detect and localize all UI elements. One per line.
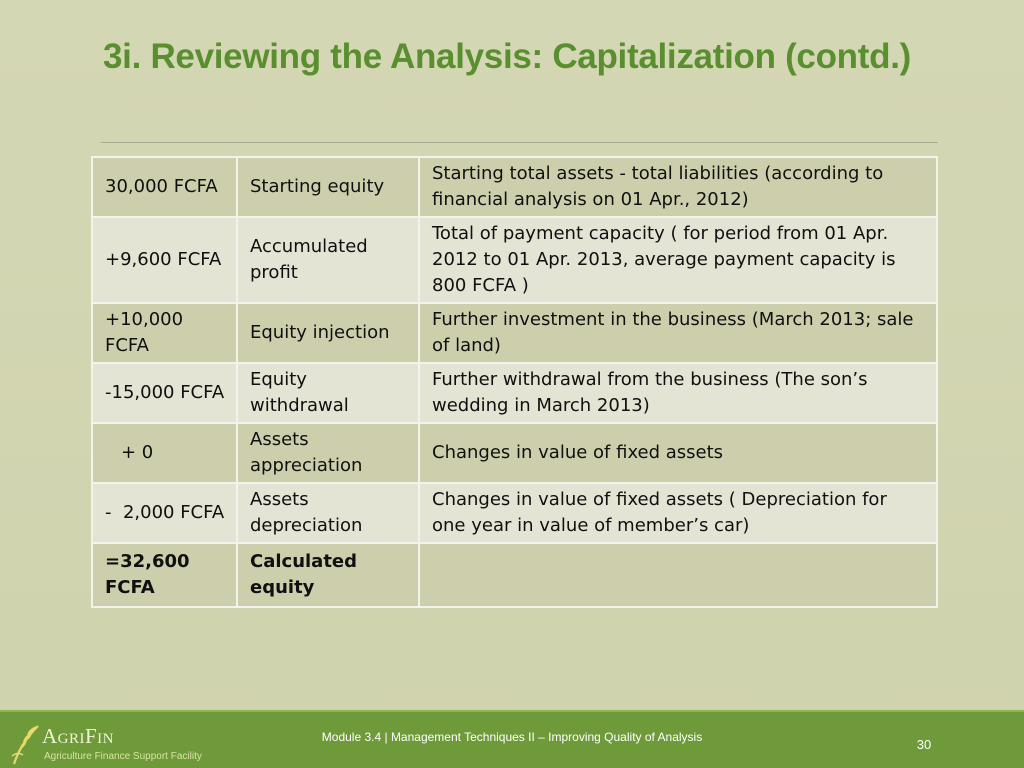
item-cell: Accumulated profit <box>237 217 419 303</box>
item-cell: Equity withdrawal <box>237 363 419 423</box>
table-row <box>92 303 937 363</box>
table-row <box>92 363 937 423</box>
amount-cell: +9,600 FCFA <box>92 217 237 303</box>
logo-name: AgriFin <box>42 724 115 748</box>
table-row <box>92 157 937 217</box>
total-description-cell <box>419 543 937 607</box>
item-cell: Starting equity <box>237 157 419 217</box>
amount-cell: + 0 <box>92 423 237 483</box>
item-cell: Assets appreciation <box>237 423 419 483</box>
amount-cell: 30,000 FCFA <box>92 157 237 217</box>
table-row <box>92 483 937 543</box>
total-row <box>92 543 937 607</box>
total-amount-cell: =32,600 FCFA <box>92 543 237 607</box>
logo-tagline: Agriculture Finance Support Facility <box>44 751 202 762</box>
description-cell: Starting total assets - total liabilities (according to financial analysis on 01 Apr., 2012) <box>419 157 937 217</box>
amount-cell: - 2,000 FCFA <box>92 483 237 543</box>
wheat-icon <box>8 722 46 766</box>
amount-cell: -15,000 FCFA <box>92 363 237 423</box>
footer-bar <box>0 710 1024 768</box>
table-row <box>92 217 937 303</box>
page-number: 30 <box>916 737 932 752</box>
title-divider <box>101 142 938 143</box>
total-item-cell: Calculated equity <box>237 543 419 607</box>
slide-title: 3i. Reviewing the Analysis: Capitalization (contd.) <box>103 37 911 76</box>
capitalization-table <box>91 156 938 608</box>
description-cell: Changes in value of fixed assets <box>419 423 937 483</box>
item-cell: Equity injection <box>237 303 419 363</box>
description-cell: Further investment in the business (March 2013; sale of land) <box>419 303 937 363</box>
amount-cell: +10,000 FCFA <box>92 303 237 363</box>
module-caption: Module 3.4 | Management Techniques II – Improving Quality of Analysis <box>321 730 703 744</box>
description-cell: Further withdrawal from the business (The son’s wedding in March 2013) <box>419 363 937 423</box>
agrifin-logo <box>8 722 218 766</box>
table-row <box>92 423 937 483</box>
description-cell: Total of payment capacity ( for period from 01 Apr. 2012 to 01 Apr. 2013, average payment capacity is 800 FCFA ) <box>419 217 937 303</box>
description-cell: Changes in value of fixed assets ( Depreciation for one year in value of member’s car) <box>419 483 937 543</box>
item-cell: Assets depreciation <box>237 483 419 543</box>
